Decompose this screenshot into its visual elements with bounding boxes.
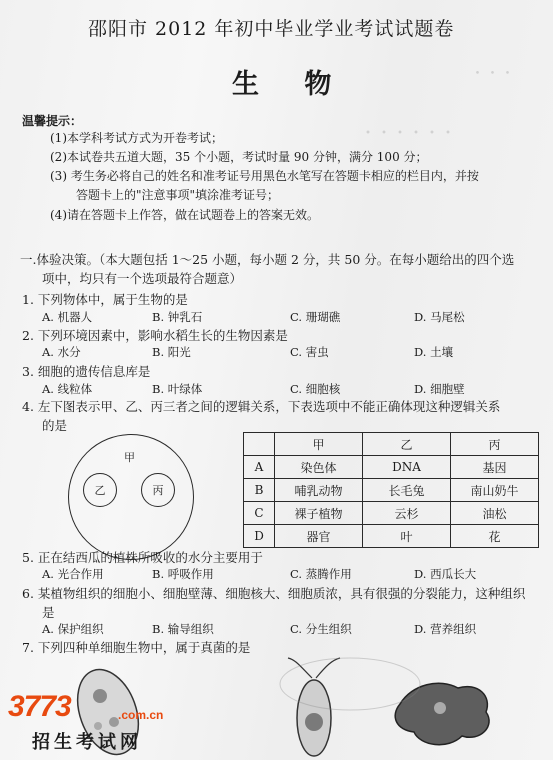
option: D. 马尾松	[414, 310, 465, 324]
option: B. 输导组织	[152, 622, 214, 636]
question-stem: 7. 下列四种单细胞生物中，属于真菌的是	[22, 640, 251, 655]
tip-item: (3) 考生务必将自己的姓名和准考证号用黑色水笔写在答题卡相应的栏目内，并按	[50, 169, 479, 183]
question-stem: 1. 下列物体中，属于生物的是	[22, 292, 188, 307]
table-cell: A	[244, 456, 275, 479]
table-cell: D	[244, 525, 275, 548]
subject-title: 生 物	[232, 69, 350, 100]
tips-heading: 温馨提示：	[22, 114, 83, 128]
option: C. 珊瑚礁	[290, 310, 341, 324]
table-header-row	[244, 433, 539, 456]
table-cell: 丙	[451, 433, 539, 456]
option: A. 线粒体	[42, 382, 93, 396]
options-table	[243, 432, 539, 548]
option: D. 土壤	[414, 345, 454, 359]
table-cell: 乙	[363, 433, 451, 456]
tip-item: (1)本学科考试方式为开卷考试；	[50, 131, 223, 145]
table-cell: 染色体	[275, 456, 363, 479]
question-stem-cont: 的是	[42, 418, 68, 433]
table-cell: 基因	[451, 456, 539, 479]
table-cell: DNA	[363, 456, 451, 479]
tip-item: (4)请在答题卡上作答，做在试题卷上的答案无效。	[50, 208, 319, 222]
option: D. 细胞壁	[414, 382, 465, 396]
watermark-domain: .com.cn	[118, 708, 164, 722]
option: B. 叶绿体	[152, 382, 203, 396]
question-stem: 3. 细胞的遗传信息库是	[22, 364, 151, 379]
tip-item: 答题卡上的"注意事项"填涂准考证号；	[76, 188, 280, 202]
table-cell: 器官	[275, 525, 363, 548]
venn-label-outer: 甲	[124, 451, 135, 464]
option: B. 钟乳石	[152, 310, 203, 324]
bleed-through-text: ・・・	[470, 64, 516, 82]
option: C. 蒸腾作用	[290, 567, 352, 581]
table-cell: 哺乳动物	[275, 479, 363, 502]
option: B. 阳光	[152, 345, 191, 359]
exam-title: 邵阳市 2012 年初中毕业学业考试试题卷	[88, 18, 455, 40]
bleed-through-text: ・・・・・・	[360, 123, 457, 142]
table-row	[244, 502, 539, 525]
chlamydomonas-illustration	[288, 658, 340, 756]
option: A. 保护组织	[42, 622, 104, 636]
venn-diagram	[68, 434, 194, 560]
option: A. 机器人	[42, 310, 93, 324]
venn-circle-left	[83, 473, 117, 507]
table-cell: C	[244, 502, 275, 525]
option: C. 细胞核	[290, 382, 341, 396]
table-row	[244, 456, 539, 479]
option: D. 营养组织	[414, 622, 477, 636]
question-stem: 6. 某植物组织的细胞小、细胞壁薄、细胞核大、细胞质浓，具有很强的分裂能力，这种组织	[22, 586, 526, 601]
table-row	[244, 525, 539, 548]
question-stem-cont: 是	[42, 605, 55, 620]
option: A. 水分	[42, 345, 81, 359]
question-stem: 5. 正在结西瓜的植株所吸收的水分主要用于	[22, 550, 263, 565]
watermark-site-name: 招生考试网	[32, 732, 142, 753]
option: C. 分生组织	[290, 622, 352, 636]
table-cell: 油松	[451, 502, 539, 525]
tip-item: (2)本试卷共五道大题，35 个小题，考试时量 90 分钟，满分 100 分；	[50, 150, 428, 164]
table-cell: 长毛兔	[363, 479, 451, 502]
section-heading-cont: 项中，均只有一个选项最符合题意）	[42, 271, 243, 286]
question-stem: 4. 左下图表示甲、乙、丙三者之间的逻辑关系，下表选项中不能正确体现这种逻辑关系	[22, 399, 501, 414]
question-stem: 2. 下列环境因素中，影响水稻生长的生物因素是	[22, 328, 288, 343]
section-heading: 一.体验决策。（本大题包括 1～25 小题，每小题 2 分，共 50 分。在每小题给出的四个选	[20, 252, 515, 267]
table-cell: B	[244, 479, 275, 502]
venn-label-right: 丙	[152, 484, 164, 497]
venn-label-left: 乙	[94, 484, 106, 497]
table-cell: 甲	[275, 433, 363, 456]
faint-cartoon-decoration	[280, 658, 420, 710]
table-cell: 云杉	[363, 502, 451, 525]
amoeba-illustration	[395, 683, 489, 744]
option: A. 光合作用	[42, 567, 104, 581]
option: C. 害虫	[290, 345, 329, 359]
option: D. 西瓜长大	[414, 567, 477, 581]
table-cell: 裸子植物	[275, 502, 363, 525]
venn-circle-right	[141, 473, 175, 507]
table-cell: 花	[451, 525, 539, 548]
table-row	[244, 479, 539, 502]
table-cell: 南山奶牛	[451, 479, 539, 502]
table-cell: 叶	[363, 525, 451, 548]
table-cell	[244, 433, 275, 456]
option: B. 呼吸作用	[152, 567, 214, 581]
watermark-logo-number: 3773	[8, 690, 71, 723]
